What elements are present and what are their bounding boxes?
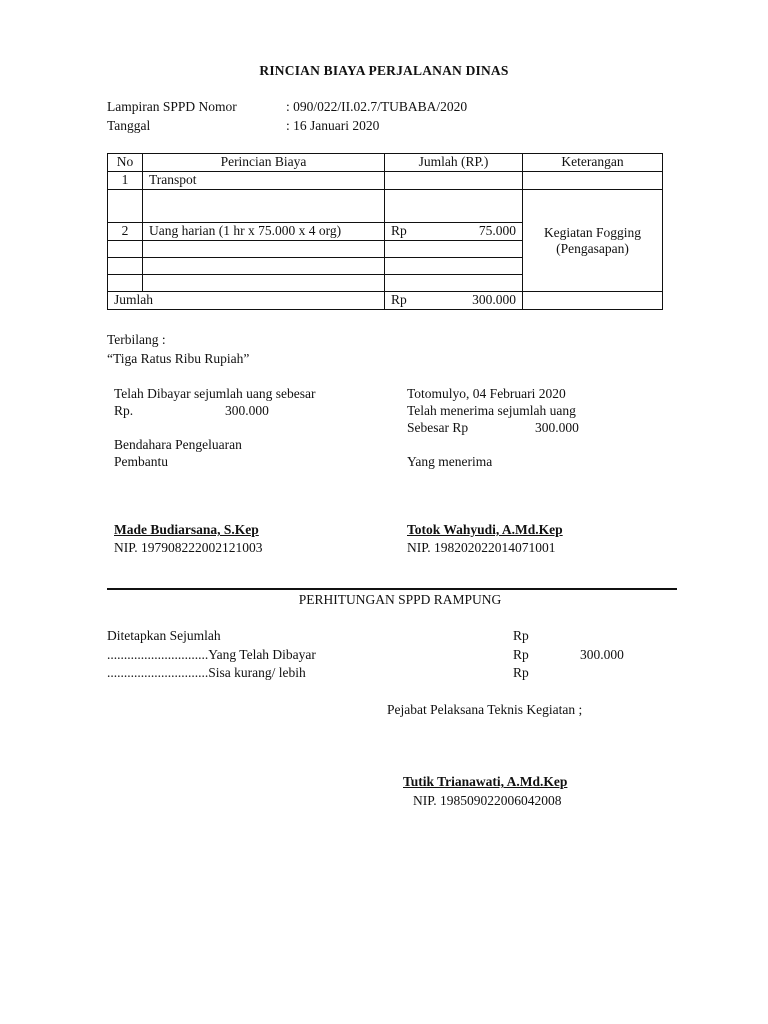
paid-rp-amount: 300.000 [225,403,269,418]
header-keterangan: Keterangan [523,154,663,172]
penerima-name: Totok Wahyudi, A.Md.Kep [407,522,563,537]
lampiran-label: Lampiran SPPD Nomor [107,99,237,114]
empty-cell [385,275,523,292]
row2-value: 75.000 [478,223,516,238]
tanggal-label: Tanggal [107,118,151,133]
row2-amount [385,223,523,241]
terbilang-value: “Tiga Ratus Ribu Rupiah” [107,351,250,366]
table-header-row [108,154,663,172]
place-date: Totomulyo, 04 Februari 2020 [407,386,566,401]
ditetapkan-label: Ditetapkan Sejumlah [107,628,221,643]
lampiran-value: : 090/022/II.02.7/TUBABA/2020 [286,99,468,114]
bendahara-name: Made Budiarsana, S.Kep [114,522,259,537]
row1-keterangan [523,172,663,190]
dibayar-amount: 300.000 [580,647,624,662]
divider-line [107,588,677,590]
table-row [108,172,663,190]
sebesar-amount: 300.000 [535,420,579,435]
penerima-nip: NIP. 198202022014071001 [407,540,556,555]
sisa-label: ..............................Sisa kurang/ lebih [107,665,306,680]
dibayar-label: ..............................Yang Telah Dibayar [107,647,316,662]
empty-cell [108,258,143,275]
document-title: RINCIAN BIAYA PERJALANAN DINAS [259,63,509,78]
row2-no: 2 [108,223,143,241]
cost-table [107,153,663,310]
pejabat-name: Tutik Trianawati, A.Md.Kep [403,774,568,789]
keterangan-cell: Kegiatan Fogging (Pengasapan) [523,190,663,292]
total-label: Jumlah [108,292,385,310]
bendahara-nip: NIP. 197908222002121003 [114,540,263,555]
empty-cell [143,190,385,223]
table-total-row [108,292,663,310]
header-jumlah: Jumlah (RP.) [385,154,523,172]
penerima-role: Yang menerima [407,454,493,469]
empty-cell [385,241,523,258]
perhitungan-title: PERHITUNGAN SPPD RAMPUNG [298,592,502,607]
row1-desc: Transpot [143,172,385,190]
tanggal-value: : 16 Januari 2020 [286,118,380,133]
row2-desc: Uang harian (1 hr x 75.000 x 4 org) [143,223,385,241]
sisa-rp: Rp [513,665,529,680]
empty-cell [385,190,523,223]
empty-cell [108,241,143,258]
pejabat-nip: NIP. 198509022006042008 [413,793,562,808]
terbilang-label: Terbilang : [107,332,166,347]
empty-cell [143,275,385,292]
empty-cell [108,190,143,223]
row2-currency: Rp [391,223,407,238]
empty-cell [143,258,385,275]
paid-line: Telah Dibayar sejumlah uang sebesar [114,386,316,401]
received-line: Telah menerima sejumlah uang [407,403,576,418]
dibayar-rp: Rp [513,647,529,662]
bendahara-role-2: Pembantu [114,454,168,469]
total-value: 300.000 [472,292,516,307]
total-amount [385,292,523,310]
bendahara-role: Bendahara Pengeluaran [114,437,242,452]
total-currency: Rp [391,292,407,307]
empty-cell [143,241,385,258]
empty-cell [108,275,143,292]
table-row [108,190,663,223]
header-no: No [108,154,143,172]
pejabat-role: Pejabat Pelaksana Teknis Kegiatan ; [387,702,583,717]
paid-rp-label: Rp. [114,403,134,418]
sebesar-label: Sebesar Rp [407,420,469,435]
ditetapkan-rp: Rp [513,628,529,643]
empty-cell [385,258,523,275]
header-perincian: Perincian Biaya [143,154,385,172]
row1-amount [385,172,523,190]
row1-no: 1 [108,172,143,190]
total-keterangan [523,292,663,310]
